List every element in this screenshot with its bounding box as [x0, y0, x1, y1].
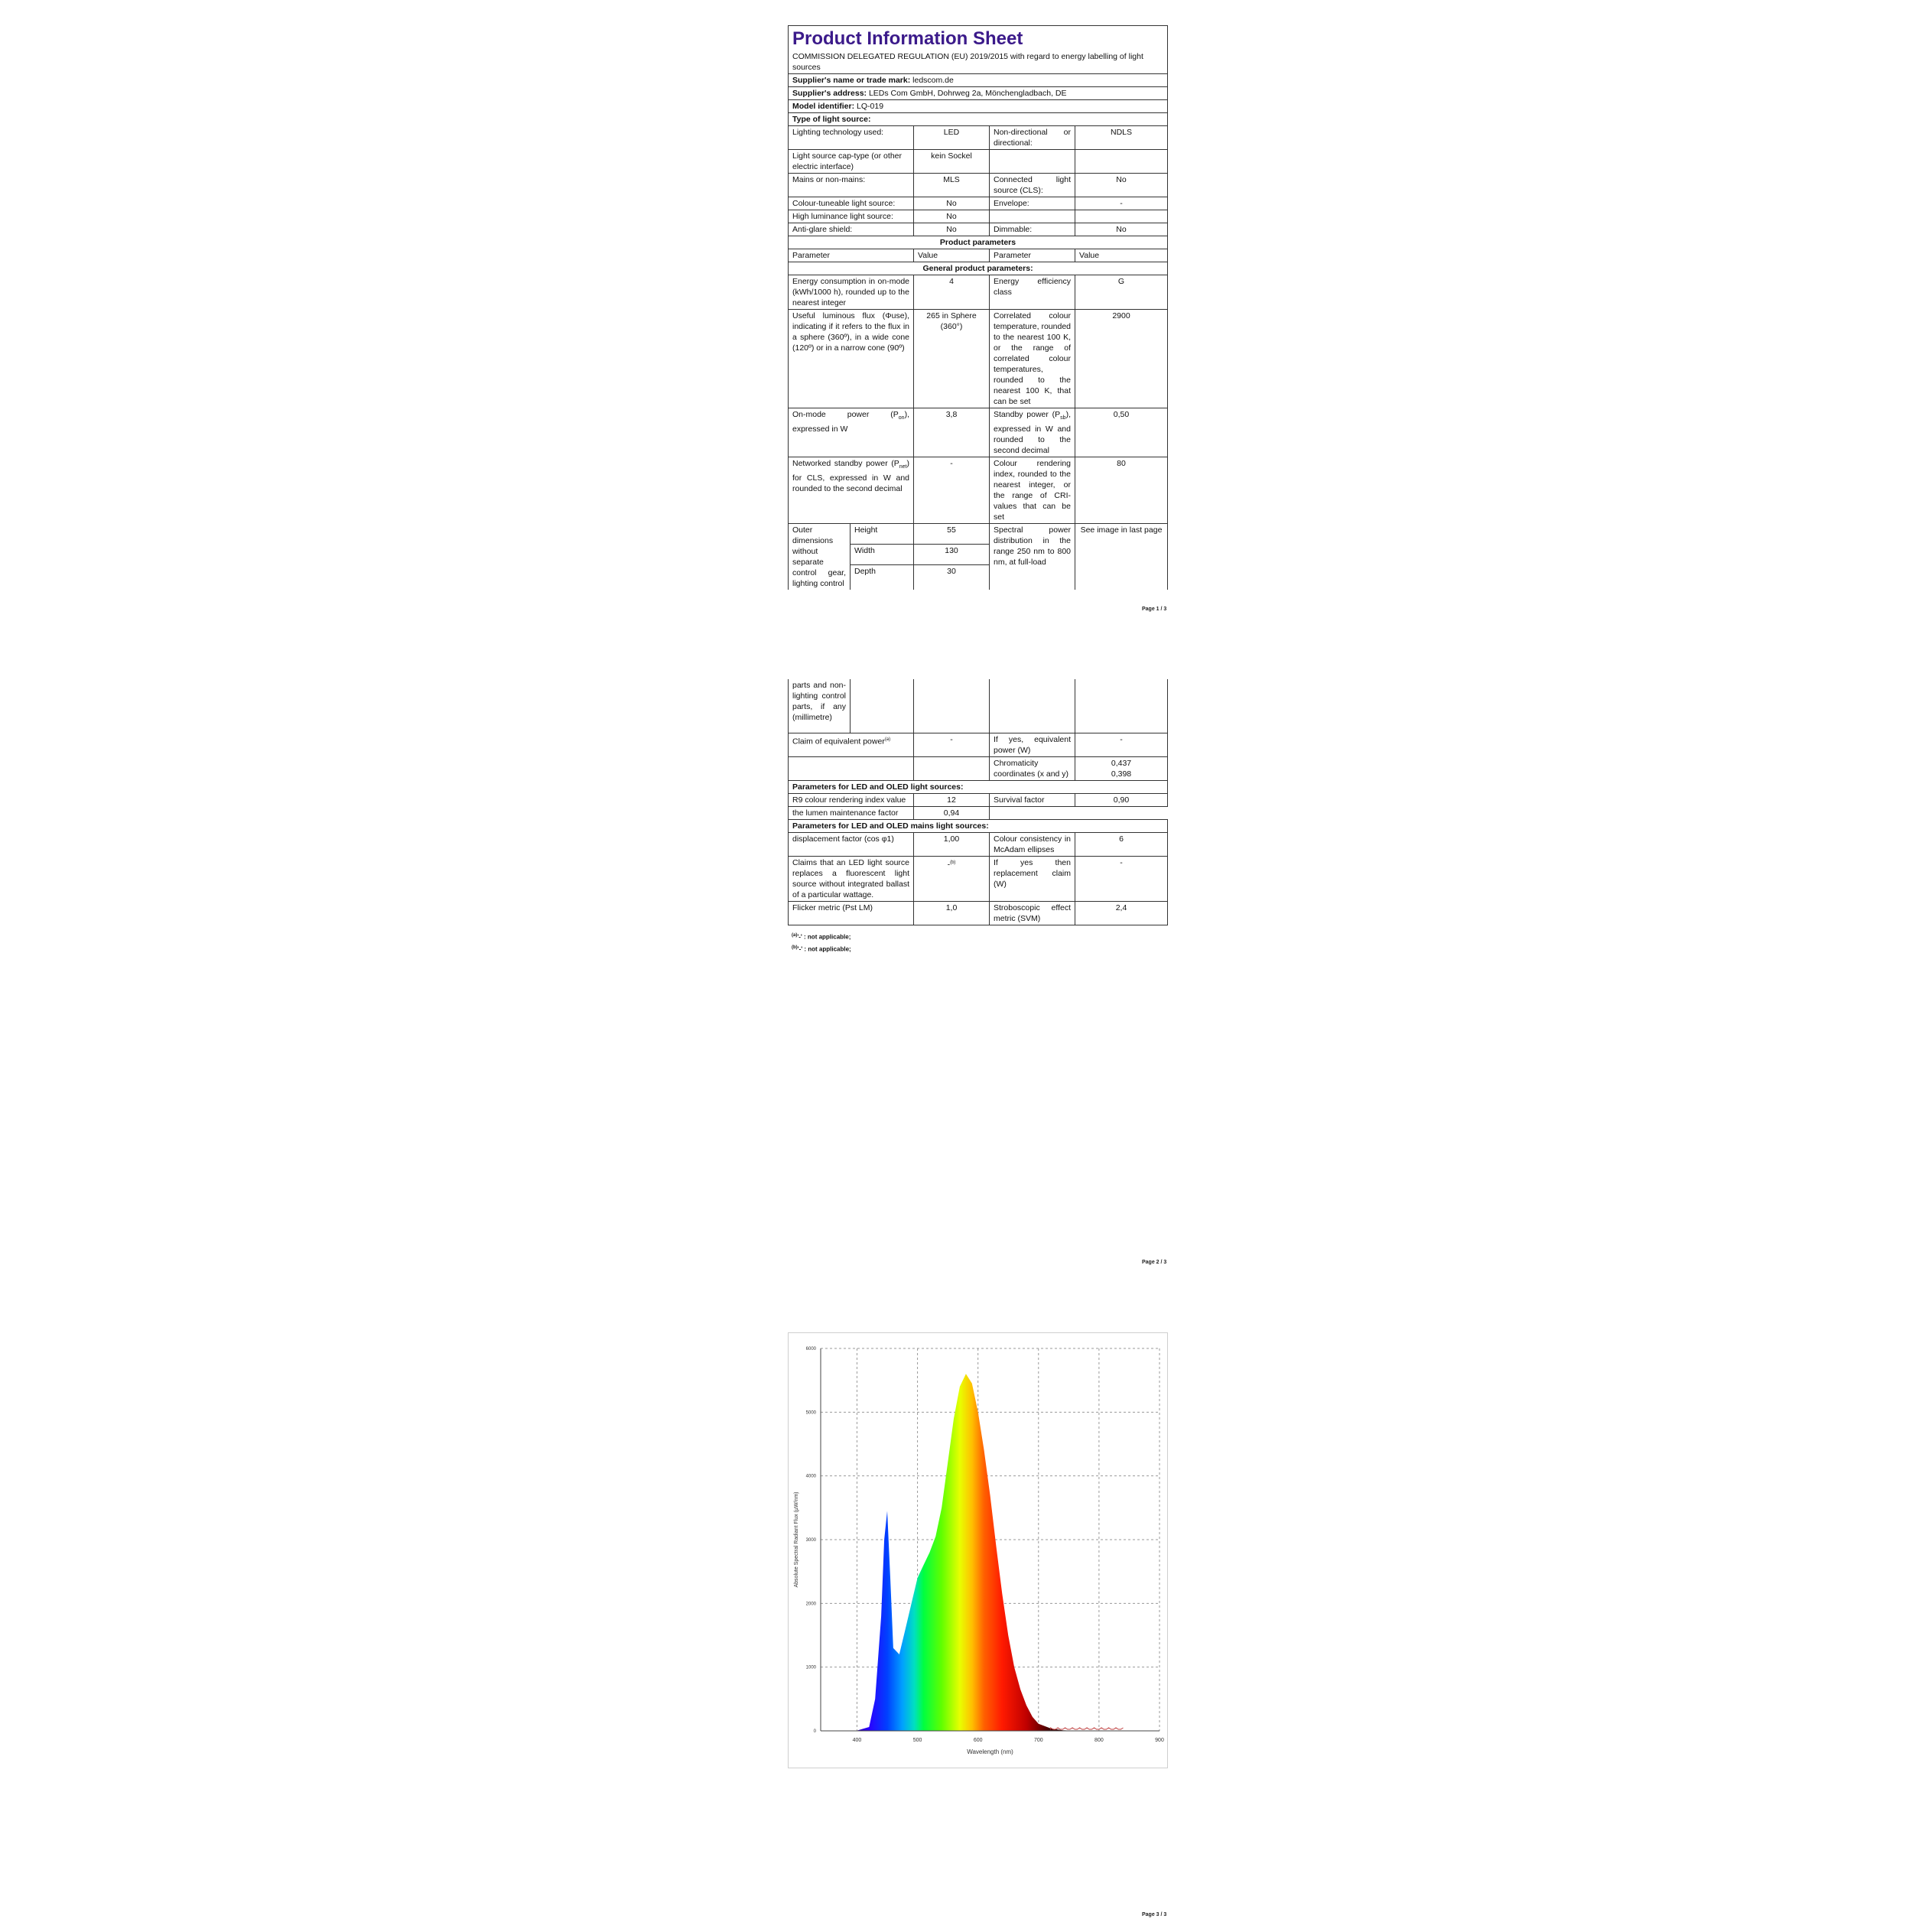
page-number-3: Page 3 / 3 [1142, 1912, 1167, 1917]
fluorescent-claim-value: -$^{(b)}$ [914, 857, 990, 902]
supplier-address-value: LEDs Com GmbH, Dohrweg 2a, Mönchengladbach, DE [868, 89, 1067, 98]
depth-value: 30 [914, 565, 990, 590]
r9-label: R9 colour rendering index value [789, 794, 914, 807]
replacement-claim-value: - [1075, 857, 1168, 902]
footnote-b: $^{(b)}$'-' : not applicable; [792, 945, 851, 953]
stroboscopic-value: 2,4 [1075, 902, 1168, 925]
supplier-name-row [789, 74, 1168, 87]
model-label: Model identifier: [792, 102, 855, 111]
lumen-maintenance-value: 0,94 [914, 807, 990, 820]
cap-label: Light source cap-type (or other electric interface) [789, 150, 914, 174]
spectral-chart-frame [788, 1332, 1168, 1768]
if-yes-equivalent-label: If yes, equivalent power (W) [990, 733, 1075, 757]
high-luminance-value: No [914, 210, 990, 223]
y-tick-label: 4000 [805, 1474, 816, 1479]
height-value: 55 [914, 524, 990, 545]
cct-value: 2900 [1075, 310, 1168, 408]
energy-consumption-value: 4 [914, 275, 990, 310]
mains-value: MLS [914, 174, 990, 197]
displacement-factor-label: displacement factor (cos φ1) [789, 833, 914, 857]
equivalent-power-label: Claim of equivalent power$^{(a)}$ [789, 733, 914, 757]
y-tick-label: 3000 [805, 1538, 816, 1543]
footnote-a: $^{(a)}$'-' : not applicable; [792, 933, 851, 941]
page-title: Product Information Sheet [792, 28, 1023, 49]
luminous-flux-label: Useful luminous flux (Φuse), indicating if it refers to the flux in a sphere (360º), in a wide cone (120º) or in a narrow cone (90º) [789, 310, 914, 408]
model-value: LQ-019 [857, 102, 884, 111]
cct-label: Correlated colour temperature, rounded to the nearest 100 K, or the range of correlated colour temperatures, rounded to the nearest 100 K, that can be set [990, 310, 1075, 408]
mcadam-value: 6 [1075, 833, 1168, 857]
page-number-1: Page 1 / 3 [1142, 607, 1167, 612]
chromaticity-label: Chromaticity coordinates (x and y) [990, 757, 1075, 781]
page-number-2: Page 2 / 3 [1142, 1260, 1167, 1265]
tech-value: LED [914, 126, 990, 150]
chromaticity-y: 0,398 [1111, 769, 1132, 779]
x-tick-label: 400 [852, 1738, 862, 1743]
model-row [789, 100, 1168, 113]
width-label: Width [851, 545, 914, 565]
page-1 [788, 25, 1167, 590]
info-table-page-1 [788, 25, 1168, 590]
standby-power-value: 0,50 [1075, 408, 1168, 457]
cls-label: Connected light source (CLS): [990, 174, 1075, 197]
height-label: Height [851, 524, 914, 545]
chromaticity-x: 0,437 [1111, 759, 1132, 768]
envelope-value: - [1075, 197, 1168, 210]
mcadam-label: Colour consistency in McAdam ellipses [990, 833, 1075, 857]
x-tick-label: 800 [1094, 1738, 1104, 1743]
col-header-parameter-2: Parameter [990, 249, 1075, 262]
replacement-claim-label: If yes then replacement claim (W) [990, 857, 1075, 902]
depth-label: Depth [851, 565, 914, 590]
colour-tuneable-value: No [914, 197, 990, 210]
y-tick-label: 0 [813, 1729, 816, 1734]
energy-class-label: Energy efficiency class [990, 275, 1075, 310]
y-tick-label: 2000 [805, 1602, 816, 1607]
x-tick-label: 500 [912, 1738, 922, 1743]
equivalent-power-value: - [914, 733, 990, 757]
if-yes-equivalent-value: - [1075, 733, 1168, 757]
flicker-label: Flicker metric (Pst LM) [789, 902, 914, 925]
on-mode-power-label: On-mode power $(P_{on})$, expressed in W [789, 408, 914, 457]
info-table-page-2 [788, 679, 1168, 925]
nondir-label: Non-directional or directional: [990, 126, 1075, 150]
colour-tuneable-label: Colour-tuneable light source: [789, 197, 914, 210]
spectrum-area [845, 1374, 1124, 1731]
r9-value: 12 [914, 794, 990, 807]
nondir-value: NDLS [1075, 126, 1168, 150]
on-mode-power-value: 3,8 [914, 408, 990, 457]
col-header-value: Value [914, 249, 990, 262]
width-value: 130 [914, 545, 990, 565]
dimensions-label: Outer dimensions without separate control gear, lighting control [789, 524, 851, 590]
networked-standby-label: Networked standby power $(P_{net})$ for CLS, expressed in W and rounded to the second decimal [789, 457, 914, 524]
supplier-name-label: Supplier's name or trade mark: [792, 76, 911, 85]
x-tick-label: 600 [973, 1738, 983, 1743]
cls-value: No [1075, 174, 1168, 197]
anti-glare-value: No [914, 223, 990, 236]
survival-factor-value: 0,90 [1075, 794, 1168, 807]
x-tick-label: 700 [1033, 1738, 1043, 1743]
standby-power-label: Standby power $(P_{sb})$, expressed in W and rounded to the second decimal [990, 408, 1075, 457]
dimensions-label-cont: parts and non-lighting control parts, if any (millimetre) [789, 679, 851, 733]
y-tick-label: 6000 [805, 1347, 816, 1351]
energy-consumption-label: Energy consumption in on-mode (kWh/1000 h), rounded up to the nearest integer [789, 275, 914, 310]
type-heading: Type of light source: [789, 113, 1168, 126]
spd-value: See image in last page [1075, 524, 1168, 590]
supplier-address-label: Supplier's address: [792, 89, 867, 98]
cri-label: Colour rendering index, rounded to the nearest integer, or the range of CRI-values that can be set [990, 457, 1075, 524]
survival-factor-label: Survival factor [990, 794, 1075, 807]
cap-value: kein Sockel [914, 150, 990, 174]
envelope-label: Envelope: [990, 197, 1075, 210]
high-luminance-label: High luminance light source: [789, 210, 914, 223]
anti-glare-label: Anti-glare shield: [789, 223, 914, 236]
flicker-value: 1,0 [914, 902, 990, 925]
networked-standby-value: - [914, 457, 990, 524]
led-parameters-heading: Parameters for LED and OLED light sources: [789, 781, 1168, 794]
spd-label: Spectral power distribution in the range 250 nm to 800 nm, at full-load [990, 524, 1075, 590]
cri-value: 80 [1075, 457, 1168, 524]
mains-label: Mains or non-mains: [789, 174, 914, 197]
spectral-power-chart [789, 1333, 1167, 1768]
dimmable-value: No [1075, 223, 1168, 236]
y-tick-label: 5000 [805, 1410, 816, 1416]
chromaticity-value [1075, 757, 1168, 781]
dimmable-label: Dimmable: [990, 223, 1075, 236]
regulation-text: COMMISSION DELEGATED REGULATION (EU) 2019/2015 with regard to energy labelling of light sources [789, 50, 1168, 74]
y-tick-label: 1000 [805, 1665, 816, 1670]
tech-label: Lighting technology used: [789, 126, 914, 150]
supplier-address-row [789, 87, 1168, 100]
displacement-factor-value: 1,00 [914, 833, 990, 857]
fluorescent-claim-label: Claims that an LED light source replaces a fluorescent light source without integrated ballast of a particular wattage. [789, 857, 914, 902]
x-axis-label: Wavelength (nm) [967, 1748, 1013, 1755]
page-2 [788, 679, 1167, 925]
y-axis-label: Absolute Spectral Radiant Flux (µW/nm) [794, 1491, 799, 1588]
product-parameters-heading: Product parameters [789, 236, 1168, 249]
col-header-parameter: Parameter [789, 249, 914, 262]
supplier-name-value: ledscom.de [912, 76, 954, 85]
led-mains-parameters-heading: Parameters for LED and OLED mains light sources: [789, 820, 1168, 833]
luminous-flux-value: 265 in Sphere (360°) [914, 310, 990, 408]
baseline-trace [1051, 1728, 1124, 1729]
stroboscopic-label: Stroboscopic effect metric (SVM) [990, 902, 1075, 925]
col-header-value-2: Value [1075, 249, 1168, 262]
x-tick-label: 900 [1155, 1738, 1164, 1743]
energy-class-value: G [1075, 275, 1168, 310]
lumen-maintenance-label: the lumen maintenance factor [789, 807, 914, 820]
general-parameters-heading: General product parameters: [789, 262, 1168, 275]
